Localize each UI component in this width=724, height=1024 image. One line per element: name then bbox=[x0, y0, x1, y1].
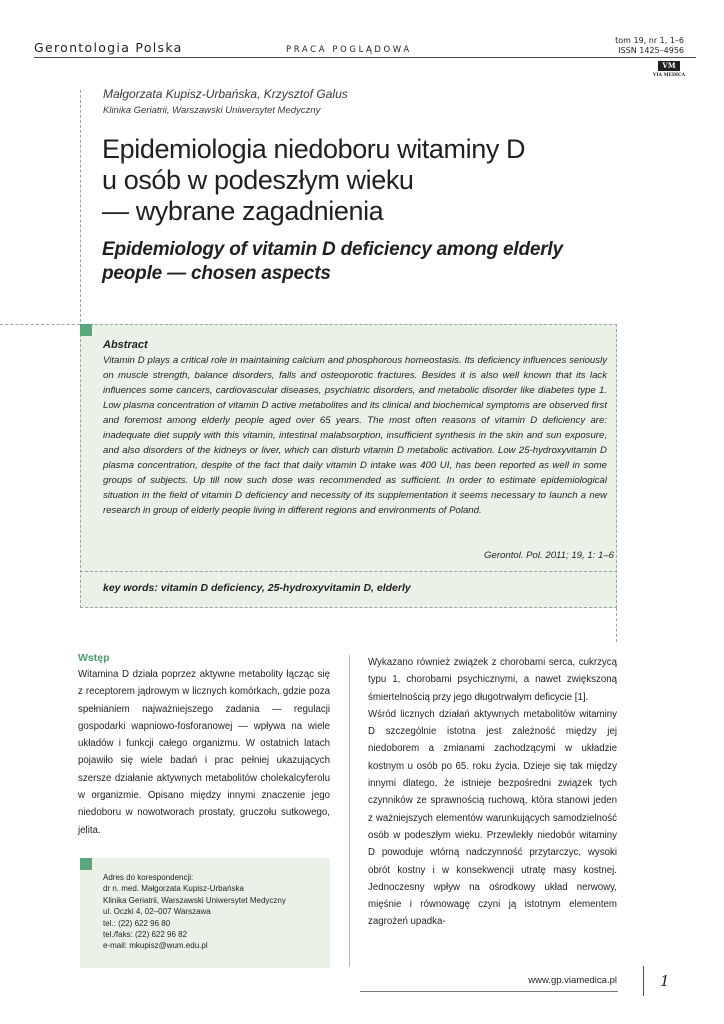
title-pl-line: — wybrane zagadnienia bbox=[102, 196, 384, 226]
title-polish bbox=[102, 134, 662, 227]
column-divider bbox=[349, 655, 350, 967]
body-paragraph: Wykazano również związek z chorobami serca, cukrzycą typu 1, chorobami psychicznymi, a nawet zwiększoną śmiertelnością przy jego długotrwałym deficycie [1]. bbox=[368, 657, 617, 703]
footer-vertical-rule bbox=[643, 966, 644, 996]
issn-line: ISSN 1425–4956 bbox=[618, 46, 684, 55]
journal-name: Gerontologia Polska bbox=[34, 40, 183, 55]
correspondence-line: Adres do korespondencji: bbox=[103, 873, 194, 882]
publisher-logo bbox=[654, 61, 684, 79]
correspondence-line: e-mail: mkupisz@wum.edu.pl bbox=[103, 941, 208, 951]
title-english bbox=[102, 238, 662, 286]
green-square-marker bbox=[80, 858, 92, 870]
logo-mark: VM bbox=[658, 61, 680, 71]
logo-text: VIA MEDICA bbox=[652, 73, 686, 78]
header-rule bbox=[34, 57, 696, 58]
right-dashed-rule bbox=[616, 608, 617, 642]
volume-line: tom 19, nr 1, 1–6 bbox=[615, 36, 684, 45]
abstract-text: Vitamin D plays a critical role in maintaining calcium and phosphorous homeostasis. Its deficiency influences seriously on muscle strength, balance disorders, falls and osteoporotic fractures. Besides it is also well known that its lack influences some cancers, cardiovascular diseases, psychiatric disorders, and metabolic disorder like diabetes type 1. Low plasma concentration of vitamin D active metabolites and its clinical and biochemical symptoms are observed first and foremost among elderly people aged over 65 years. The most often reasons of vitamin D deficiency are: inadequate diet supply with this vitamin, intestinal malabsorption, insufficient synthesis in the skin and sun exposure, and also disorders of the kidneys or liver, which can disturb vitamin D metabolic activation. Low 25-hydroxyvitamin D plasma concentration, despite of the fact that daily vitamin D intake was 400 UI, has been reported as well in some groups of subjects. Up till now such dose was recommended as sufficient. In order to estimate epidemiological situation in the field of vitamin D deficiency and necessity of its supplementation it seems necessary to launch a new research in group of elderly people living in different regions and environments of Poland. bbox=[103, 355, 607, 517]
intro-paragraph: Witamina D działa poprzez aktywne metabolity łącząc się z receptorem jądrowym w licznych komórkach, gdzie poza spełnianiem najważniejszego zadania — regulacji gospodarki wapniowo-fosforanowej — wpływa na wiele układów i funkcji całego organizmu. W ostatnich latach pojawiło się wiele badań i prac pełniej ukazujących szersze działanie aktywnych metabolitów cholekalcyferolu w organizmie. Opisano między innymi znaczenie jego niedoboru w nowotworach prostaty, gruczołu sutkowego, jelita. bbox=[78, 669, 330, 836]
volume-info bbox=[615, 36, 684, 56]
correspondence-line: tel./faks: (22) 622 96 82 bbox=[103, 930, 188, 940]
footer-rule bbox=[360, 991, 618, 992]
title-en-line: Epidemiology of vitamin D deficiency among elderly bbox=[102, 239, 563, 260]
keywords: key words: vitamin D deficiency, 25-hydroxyvitamin D, elderly bbox=[103, 582, 411, 594]
author-list: Małgorzata Kupisz-Urbańska, Krzysztof Galus bbox=[103, 87, 348, 101]
abstract-divider bbox=[80, 571, 617, 572]
correspondence-address bbox=[103, 872, 286, 952]
green-square-marker bbox=[80, 324, 92, 336]
abstract-citation: Gerontol. Pol. 2011; 19, 1: 1–6 bbox=[484, 550, 614, 561]
affiliation: Klinika Geriatrii, Warszawski Uniwersytet Medyczny bbox=[103, 105, 321, 116]
left-dashed-rule bbox=[80, 90, 81, 322]
article-type: PRACA POGLĄDOWA bbox=[286, 45, 412, 55]
section-heading-intro: Wstęp bbox=[78, 652, 110, 664]
page-number: 1 bbox=[660, 972, 670, 990]
right-column bbox=[368, 654, 617, 931]
body-paragraph: Wśród licznych działań aktywnych metabolitów witaminy D szczególnie istotna jest zależność między jej niedoborem a zmianami zachodzącymi w układzie kostnym u osób po 65. roku życia. Dzieje się tak między innymi dlatego, że istnieje bezpośredni związek tych czynników ze sprawnością ruchową, która stanowi jeden z ważniejszych elementów warunkujących samodzielność osób w podeszłym wieku. Przewlekły niedobór witaminy D powoduje wtórną nadczynność przytarczyc, wysoki obrót kostny i w konsekwencji utratę masy kostnej. Jednoczesny wpływ na ośrodkowy układ nerwowy, mięśnie i równowagę czyni ją istotnym elementem zagrożeń upadka- bbox=[368, 708, 617, 928]
title-pl-line: u osób w podeszłym wieku bbox=[102, 165, 414, 195]
title-pl-line: Epidemiologia niedoboru witaminy D bbox=[102, 134, 526, 164]
correspondence-line: Klinika Geriatrii, Warszawski Uniwersytet Medyczny bbox=[103, 895, 286, 905]
abstract-heading: Abstract bbox=[103, 339, 148, 351]
correspondence-line: tel.: (22) 622 96 80 bbox=[103, 918, 171, 928]
abstract-top-rule bbox=[0, 324, 80, 325]
correspondence-line: dr n. med. Małgorzata Kupisz-Urbańska bbox=[103, 884, 244, 894]
title-en-line: people — chosen aspects bbox=[102, 263, 331, 284]
left-column bbox=[78, 652, 330, 839]
footer-url[interactable]: www.gp.viamedica.pl bbox=[528, 975, 617, 986]
correspondence-line: ul. Oczki 4, 02–007 Warszawa bbox=[103, 907, 211, 917]
